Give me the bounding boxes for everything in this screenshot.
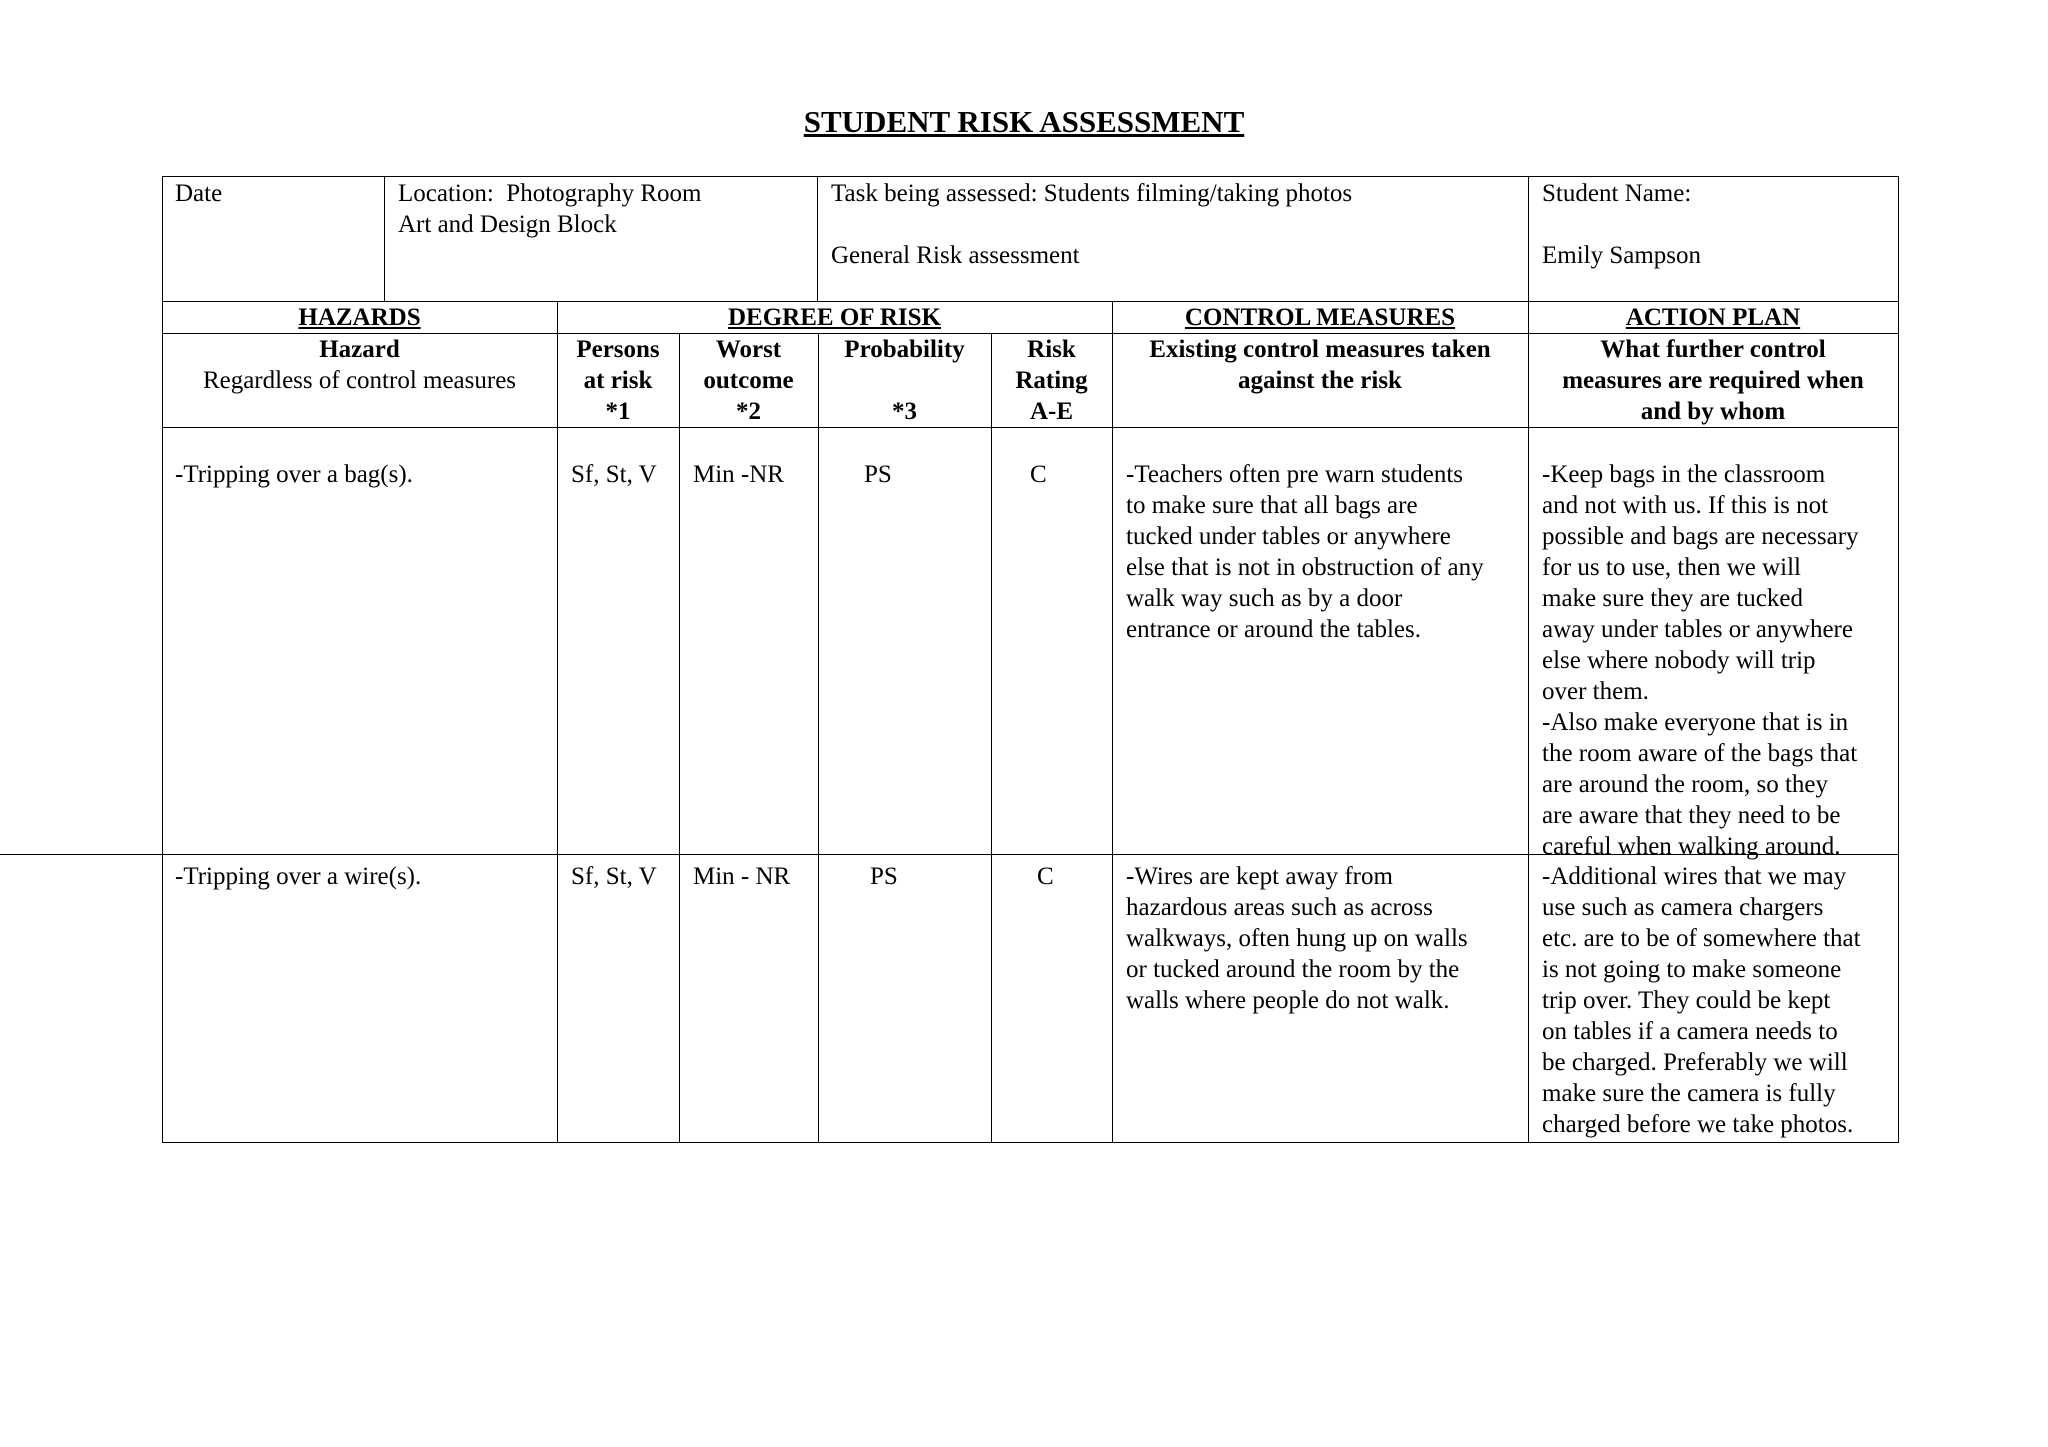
row-2-worst-outcome: Min - NR (693, 863, 791, 890)
text-line: or tucked around the room by the (1126, 956, 1460, 983)
header-line: *2 (736, 398, 761, 425)
header-divider (384, 176, 385, 301)
student-name: Emily Sampson (1542, 242, 1702, 269)
row-1-hazard: -Tripping over a bag(s). (175, 461, 413, 488)
date-label: Date (175, 180, 223, 207)
header-line (818, 365, 991, 396)
column-header-hazard (162, 334, 557, 396)
text-line: is not going to make someone (1542, 956, 1842, 983)
row-1-control-measures (1126, 459, 1484, 645)
header-line: *3 (892, 398, 917, 425)
row-2-probability: PS (870, 863, 898, 890)
table-border-right (1898, 176, 1899, 1142)
student-name-label: Student Name: (1542, 180, 1692, 207)
task-type: General Risk assessment (831, 242, 1080, 269)
column-header-probability (818, 334, 991, 427)
table-border-bottom (162, 1142, 1899, 1143)
column-header-existing-controls (1112, 334, 1528, 396)
row-2-control-measures (1126, 861, 1468, 1016)
page-title: STUDENT RISK ASSESSMENT (803, 104, 1245, 139)
task-label: Task being assessed: Students filming/taking photos (831, 180, 1353, 207)
row-1-probability: PS (864, 461, 892, 488)
table-border-top (162, 176, 1899, 177)
section-action-plan: ACTION PLAN (1625, 304, 1801, 331)
text-line: walls where people do not walk. (1126, 987, 1450, 1014)
text-line: are around the room, so they (1542, 771, 1829, 798)
header-line: Worst (715, 336, 782, 363)
header-line: Persons (576, 336, 660, 363)
text-line: possible and bags are necessary (1542, 523, 1859, 550)
text-line: make sure the camera is fully (1542, 1080, 1836, 1107)
text-line: the room aware of the bags that (1542, 740, 1858, 767)
header-line: measures are required when (1562, 367, 1864, 394)
row-1-risk-rating: C (1030, 461, 1047, 488)
header-line: Existing control measures taken (1149, 336, 1491, 363)
text-line: charged before we take photos. (1542, 1111, 1854, 1138)
text-line: tucked under tables or anywhere (1126, 523, 1451, 550)
column-divider (557, 301, 558, 1142)
text-line: use such as camera chargers (1542, 894, 1824, 921)
text-line: for us to use, then we will (1542, 554, 1801, 581)
header-line: *1 (605, 398, 631, 425)
text-line: -Additional wires that we may (1542, 863, 1847, 890)
text-line: -Keep bags in the classroom (1542, 461, 1826, 488)
text-line: make sure they are tucked (1542, 585, 1803, 612)
text-line: etc. are to be of somewhere that (1542, 925, 1861, 952)
hazard-heading: Hazard (319, 336, 400, 363)
header-line: outcome (703, 367, 794, 394)
column-divider (991, 333, 992, 1142)
row-2-persons: Sf, St, V (571, 863, 657, 890)
risk-assessment-table (162, 176, 1899, 1142)
section-hazards: HAZARDS (298, 304, 421, 331)
text-line: careful when walking around. (1542, 833, 1841, 860)
row-1-action-plan (1542, 459, 1859, 862)
section-degree-of-risk: DEGREE OF RISK (727, 304, 941, 331)
column-divider (679, 333, 680, 1142)
text-line: entrance or around the tables. (1126, 616, 1422, 643)
header-line: against the risk (1238, 367, 1402, 394)
column-header-persons (557, 334, 679, 427)
text-line: be charged. Preferably we will (1542, 1049, 1848, 1076)
column-header-worst-outcome (679, 334, 818, 427)
column-header-risk-rating (991, 334, 1112, 427)
text-line: and not with us. If this is not (1542, 492, 1829, 519)
text-line: -Teachers often pre warn students (1126, 461, 1463, 488)
text-line: walkways, often hung up on walls (1126, 925, 1468, 952)
row-2-action-plan (1542, 861, 1861, 1140)
text-line: are aware that they need to be (1542, 802, 1841, 829)
text-line: trip over. They could be kept (1542, 987, 1831, 1014)
location-line-1: Location: Photography Room (398, 180, 702, 207)
column-header-further-controls (1528, 334, 1898, 427)
hazard-subheading: Regardless of control measures (202, 367, 517, 394)
row-2-hazard: -Tripping over a wire(s). (175, 863, 422, 890)
text-line: else where nobody will trip (1542, 647, 1816, 674)
text-line: -Also make everyone that is in (1542, 709, 1849, 736)
header-line: What further control (1600, 336, 1826, 363)
column-divider (1112, 301, 1113, 1142)
row-divider (162, 427, 1899, 428)
location-line-2: Art and Design Block (398, 211, 617, 238)
text-line: over them. (1542, 678, 1649, 705)
header-divider (1528, 176, 1529, 301)
text-line: -Wires are kept away from (1126, 863, 1393, 890)
row-1-worst-outcome: Min -NR (693, 461, 784, 488)
row-2-risk-rating: C (1037, 863, 1054, 890)
header-line: Probability (844, 336, 965, 363)
section-control-measures: CONTROL MEASURES (1184, 304, 1456, 331)
header-line: A-E (1029, 398, 1074, 425)
text-line: walk way such as by a door (1126, 585, 1403, 612)
column-divider (1528, 301, 1529, 1142)
text-line: to make sure that all bags are (1126, 492, 1418, 519)
text-line: hazardous areas such as across (1126, 894, 1433, 921)
header-line: Rating (1015, 367, 1088, 394)
text-line: away under tables or anywhere (1542, 616, 1853, 643)
header-line: and by whom (1640, 398, 1786, 425)
header-line: Risk (1027, 336, 1076, 363)
text-line: else that is not in obstruction of any (1126, 554, 1484, 581)
header-line: at risk (583, 367, 653, 394)
column-divider (818, 333, 819, 1142)
header-divider (817, 176, 818, 301)
page-break-line (0, 854, 1780, 855)
text-line: on tables if a camera needs to (1542, 1018, 1838, 1045)
row-1-persons: Sf, St, V (571, 461, 657, 488)
